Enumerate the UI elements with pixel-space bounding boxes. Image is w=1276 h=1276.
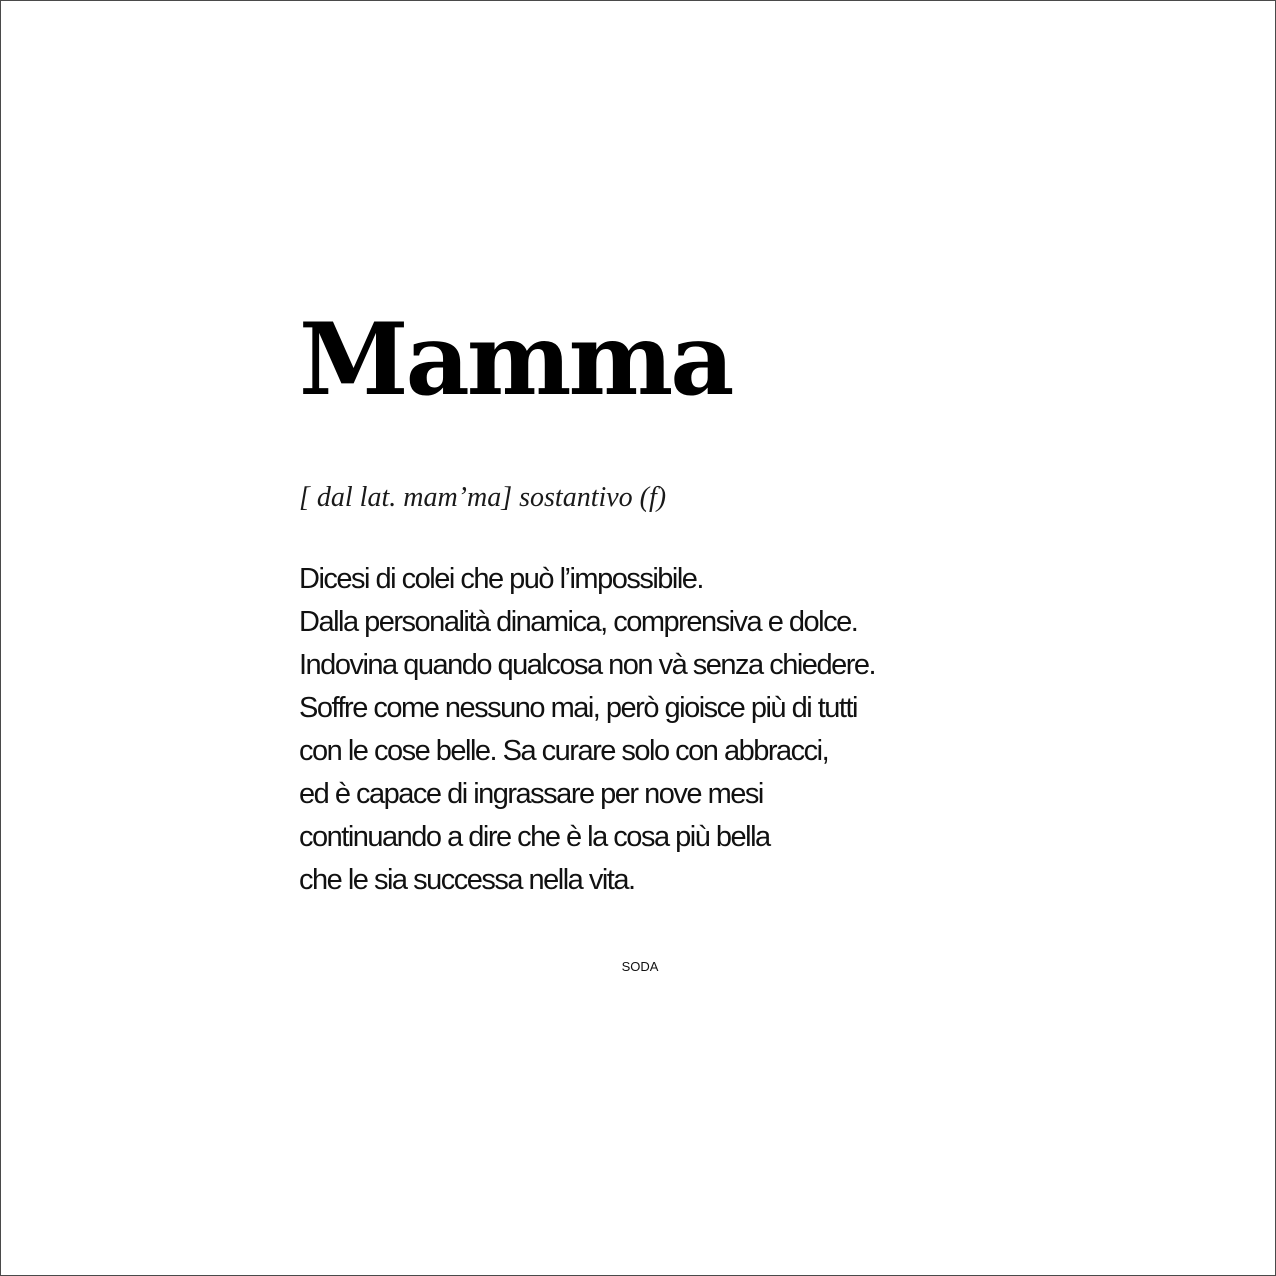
definition-line: Dicesi di colei che può l’impossibile.	[299, 563, 703, 595]
brand-signature: SODA	[621, 959, 659, 974]
definition-line: continuando a dire che è la cosa più bella	[299, 821, 770, 853]
definition-line: che le sia successa nella vita.	[299, 864, 635, 896]
definition-line: con le cose belle. Sa curare solo con abbracci,	[299, 735, 829, 767]
definition-line: Soffre come nessuno mai, però gioisce più di tutti	[299, 692, 857, 724]
etymology-note: [ dal lat. mam’ma] sostantivo (f)	[299, 482, 667, 513]
definition-card	[299, 300, 1059, 902]
definition-line: Dalla personalità dinamica, comprensiva e dolce.	[299, 606, 858, 638]
definition-text	[299, 558, 1059, 902]
definition-line: Indovina quando qualcosa non và senza chiedere.	[299, 649, 876, 681]
definition-line: ed è capace di ingrassare per nove mesi	[299, 778, 763, 810]
headword-title: Mamma	[299, 302, 732, 418]
